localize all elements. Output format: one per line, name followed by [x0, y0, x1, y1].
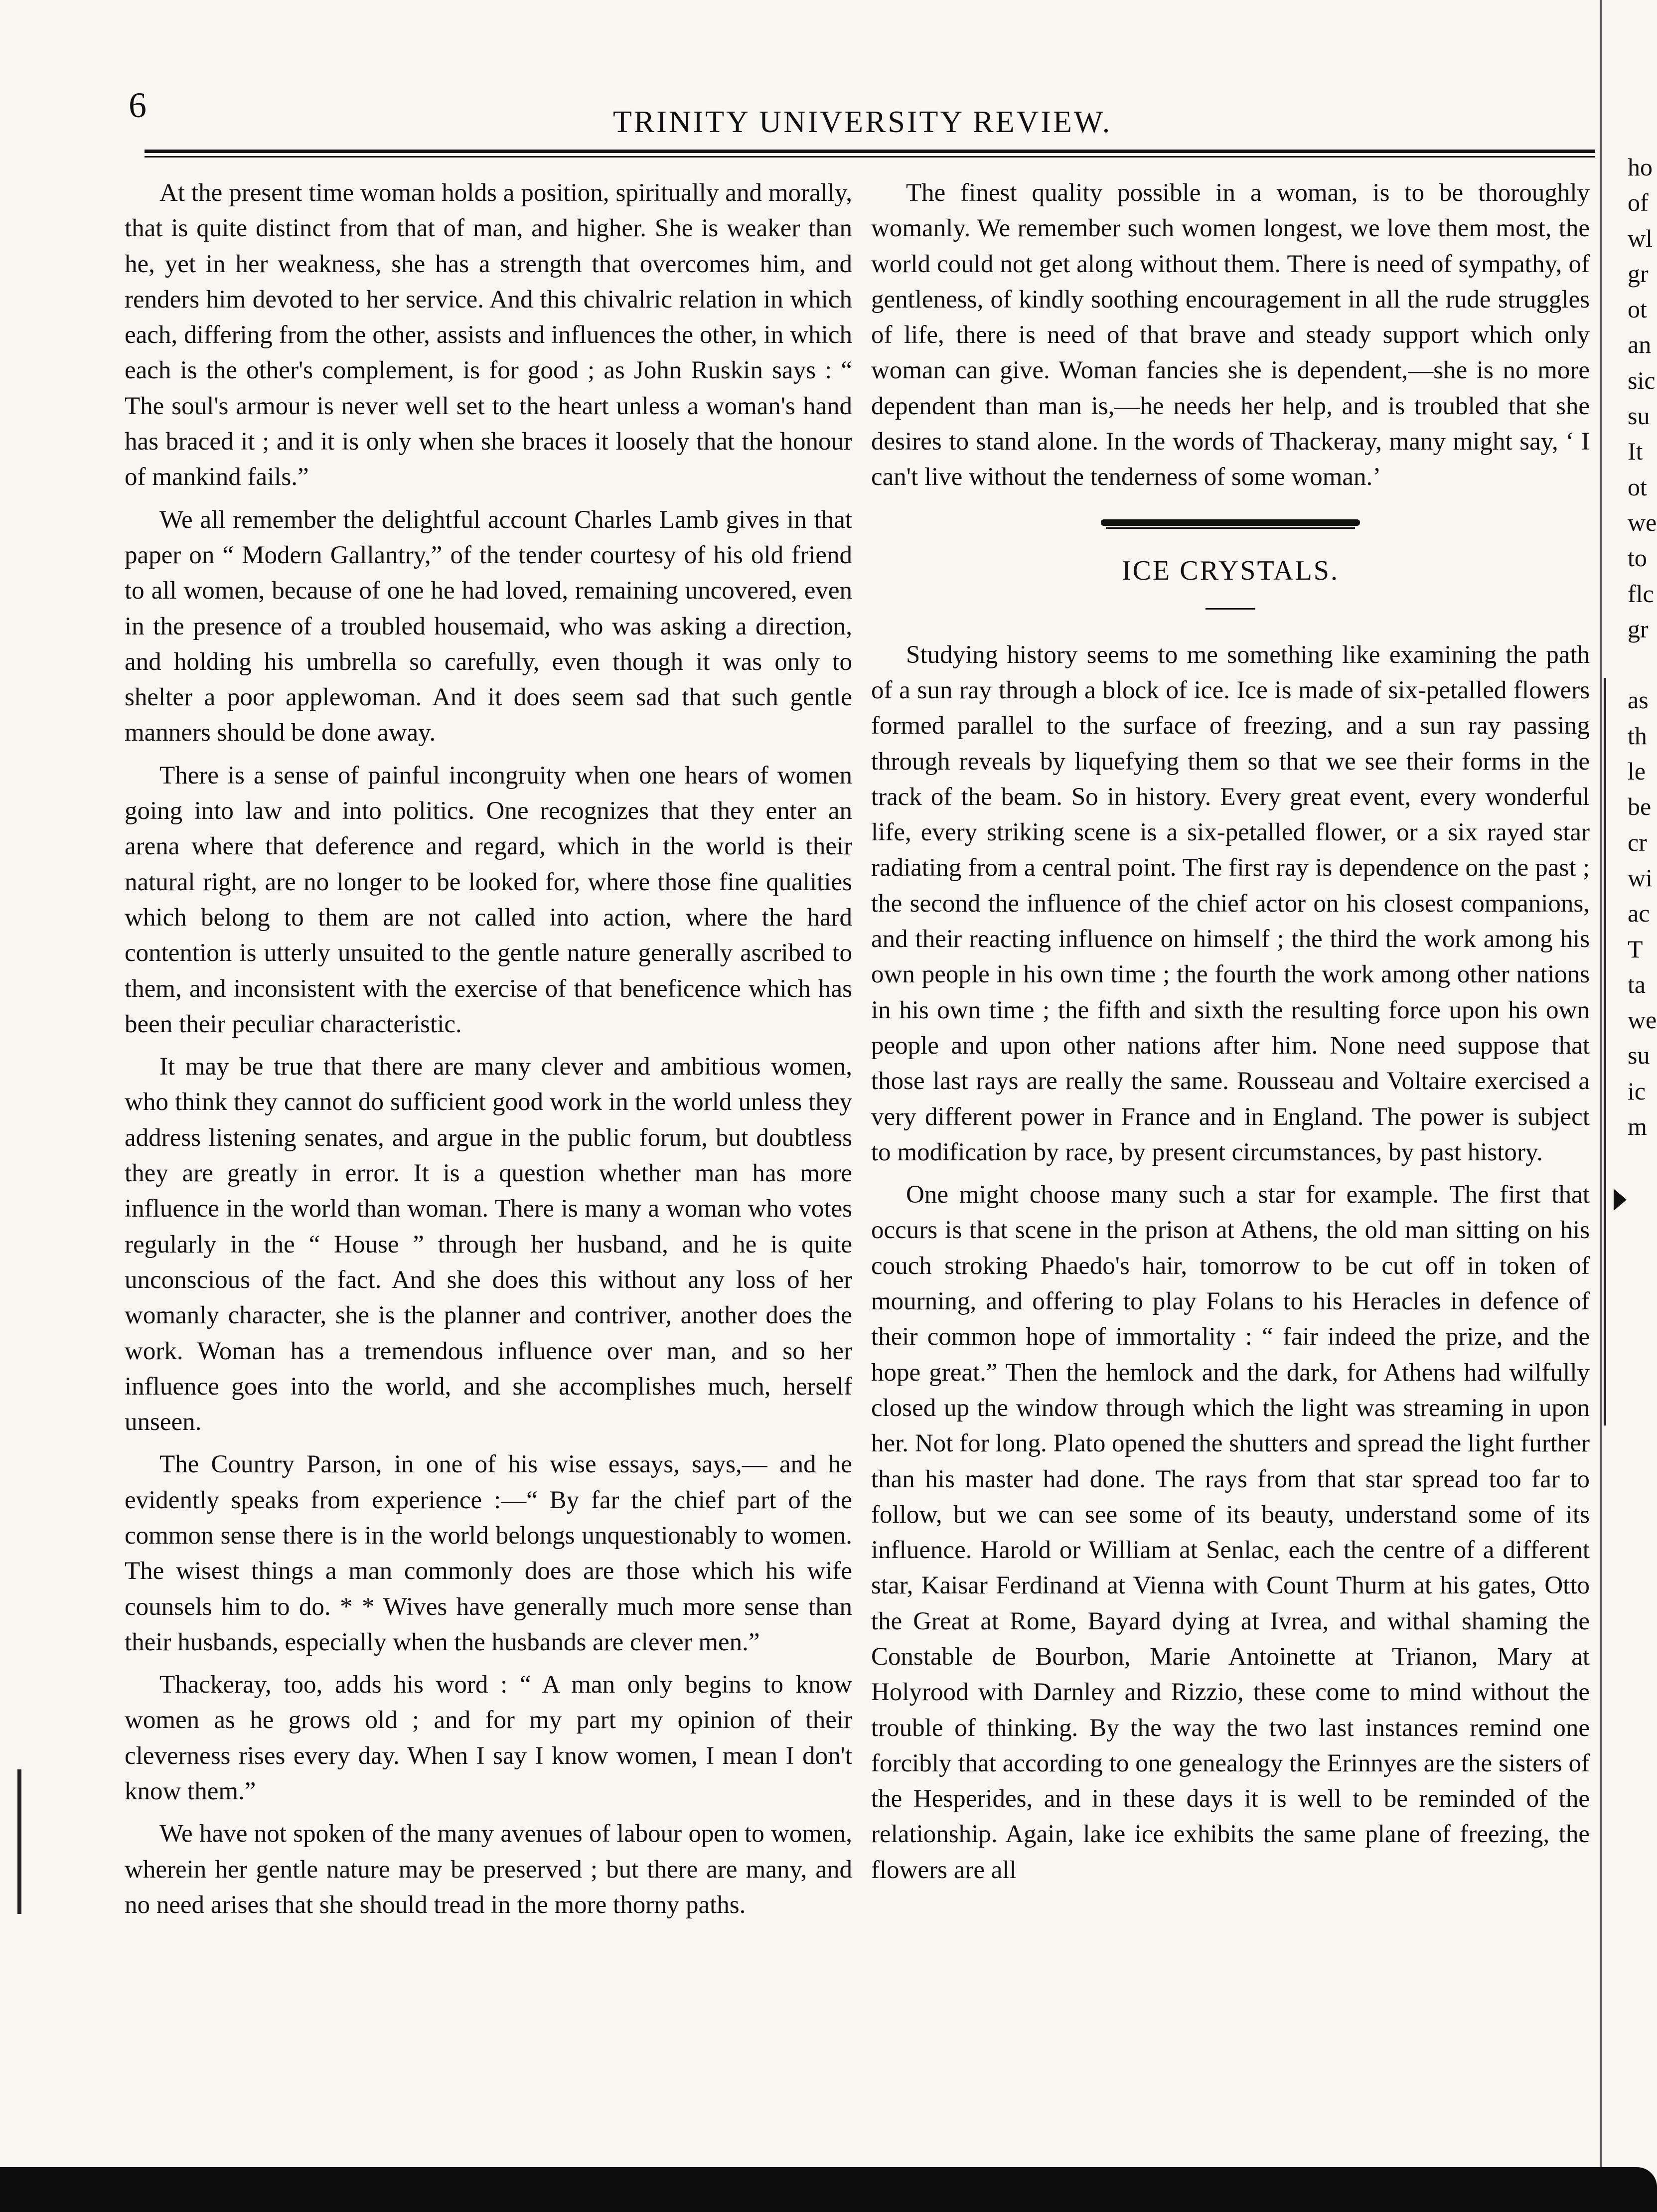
fragment: flc: [1628, 579, 1654, 608]
fragment: m: [1628, 1112, 1647, 1141]
fragment: [1621, 647, 1657, 682]
fragment: ot: [1628, 295, 1647, 323]
fragment: cr: [1628, 828, 1647, 856]
fragment: le: [1628, 757, 1646, 786]
page-number: 6: [129, 85, 147, 125]
ornament-thick-rule: [1101, 519, 1360, 526]
fragment: su: [1628, 402, 1650, 430]
fragment: ic: [1628, 1077, 1646, 1105]
header-rule-thin: [145, 156, 1595, 158]
running-title: TRINITY UNIVERSITY REVIEW.: [613, 105, 1112, 139]
section-title: ICE CRYSTALS.: [1122, 555, 1339, 586]
fragment: ac: [1628, 899, 1650, 928]
right-column: [871, 175, 1590, 1895]
fragment: ta: [1628, 970, 1646, 998]
fragment: to: [1628, 544, 1647, 572]
left-margin-mark: [17, 1769, 21, 1914]
fragment: we: [1628, 1006, 1657, 1034]
fragment: sic: [1628, 366, 1656, 394]
fragment: gr: [1628, 259, 1649, 288]
header-double-rule: [145, 150, 1595, 158]
fragment: be: [1628, 792, 1652, 821]
fragment: th: [1628, 721, 1647, 750]
fragment: we: [1628, 508, 1657, 536]
fragment: ho: [1628, 153, 1653, 181]
paragraph: The finest quality possible in a woman, is to be thoroughly womanly. We remember such women longest, we love them most, the world could not get along without them. There is need of sympathy, of gentleness, of kindly soothing encouragement in all the rude struggles of life, there is need of that brave and steady support which only woman can give. Woman fancies she is dependent,—she is no more dependent than man is,—he needs her help, and is troubled that she desires to stand alone. In the words of Thackeray, many might say, ‘ I can't live without the tenderness of some woman.’: [871, 179, 1590, 491]
paragraph: There is a sense of painful incongruity when one hears of women going into law and into politics. One recognizes that they enter an arena where that deference and regard, which in the world is their natural right, are no longer to be looked for, where those fine qualities which belong to them are not called into action, where the hard contention is utterly unsuited to the gentle nature generally ascribed to them, and inconsistent with the exercise of that beneficence which has been their peculiar characteristic.: [125, 761, 852, 1038]
fragment: wi: [1628, 863, 1653, 892]
fragment: It: [1628, 437, 1643, 466]
paragraph: Thackeray, too, adds his word : “ A man only begins to know women as he grows old ; and for my part my opinion of their cleverness rises every day. When I say I know women, I mean I don't know them.”: [125, 1671, 852, 1806]
fragment: T: [1628, 935, 1643, 963]
left-column: [125, 175, 852, 1930]
fragment: gr: [1628, 615, 1649, 643]
ornament-thin-rule: [1106, 527, 1355, 529]
page-edge-line: [1600, 0, 1602, 2212]
fragment: wl: [1628, 224, 1653, 252]
fragment: of: [1628, 188, 1649, 217]
paragraph: At the present time woman holds a position, spiritually and morally, that is quite distinct from that of man, and higher. She is weaker than he, yet in her weakness, she has a strength that overcomes him, and renders him devoted to her service. And this chivalric relation in which each, differing from the other, assists and influences the other, in which each is the other's complement, is for good ; as John Ruskin says : “ The soul's armour is never well set to the heart unless a woman's hand has braced it ; and it is only when she braces it loosely that the honour of mankind fails.”: [125, 179, 852, 491]
paragraph: One might choose many such a star for example. The first that occurs is that scene in the prison at Athens, the old man sitting on his couch stroking Phaedo's hair, tomorrow to be cut off in token of mourning, and offering to play Folans to his Heracles in defence of their common hope of immortality : “ fair indeed the prize, and the hope great.” Then the hemlock and the dark, for Athens had wilfully closed up the window through which the light was streaming in upon her. Not for long. Plato opened the shutters and spread the light further than his master had done. The rays from that star spread too far to follow, but we can see some of its beauty, understand some of its influence. Harold or William at Senlac, each the centre of a different star, Kaisar Ferdinand at Vienna with Count Thurm at his gates, Otto the Great at Rome, Bayard dying at Ivrea, and withal shaming the Constable de Bourbon, Marie Antoinette at Trianon, Mary at Holyrood with Darnley and Rizzio, these come to mind without the trouble of thinking. By the way the two last instances remind one forcibly that according to one genealogy the Erinnyes are the sisters of the Hesperides, and in these days it is well to be reminded of the relationship. Again, lake ice exhibits the same plane of freezing, the flowers are all: [871, 1181, 1590, 1884]
scan-bottom-shadow: [0, 2167, 1657, 2212]
paragraph: It may be true that there are many clever and ambitious women, who think they cannot do sufficient good work in the world unless they address listening senates, and argue in the public forum, but doubtless they are greatly in error. It is a question whether man has more influence in the world than woman. There is many a woman who votes regularly in the “ House ” through her husband, and he is quite unconscious of the fact. And she does this without any loss of her womanly character, she is the planner and contriver, another does the work. Woman has a tremendous influence over man, and so her influence goes into the world, and she accomplishes much, herself unseen.: [125, 1053, 852, 1436]
paragraph: We have not spoken of the many avenues of labour open to women, wherein her gentle nature may be preserved ; but there are many, and no need arises that she should tread in the more thorny paths.: [125, 1820, 852, 1919]
adjacent-page-fragments: [1621, 150, 1657, 2212]
section-divider-ornament: [1101, 519, 1360, 530]
title-underline-rule: [1205, 608, 1255, 610]
fragment: ot: [1628, 473, 1647, 501]
paragraph: The Country Parson, in one of his wise essays, says,— and he evidently speaks from experience :—“ By far the chief part of the common sense there is in the world belongs unquestionably to women. The wisest things a man commonly does are those which his wife counsels him to do. * * Wives have generally much more sense than their husbands, especially when the husbands are clever men.”: [125, 1450, 852, 1656]
header-rule-thick: [145, 150, 1595, 153]
fragment: as: [1628, 686, 1649, 714]
paragraph: We all remember the delightful account Charles Lamb gives in that paper on “ Modern Gallantry,” of the tender courtesy of his old friend to all women, because of one he had loved, remaining uncovered, even in the presence of a troubled housemaid, who was asking a direction, and holding his umbrella so carefully, even though it was only to shelter a poor applewoman. And it does seem sad that such gentle manners should be done away.: [125, 505, 852, 747]
fragment: su: [1628, 1041, 1650, 1070]
fragment: an: [1628, 330, 1652, 359]
paragraph: Studying history seems to me something like examining the path of a sun ray through a block of ice. Ice is made of six-petalled flowers formed parallel to the surface of freezing, and a sun ray passing through reveals by liquefying them so that we see their forms in the track of the beam. So in history. Every great event, every wonderful life, every striking scene is a six-petalled flower, or a six rayed star radiating from a central point. The first ray is dependence on the past ; the second the influence of the chief actor on his closest companions, and their reacting influence on himself ; the third the work among his own people in his own time ; the fourth the work among other nations in his own time ; the fifth and sixth the resulting force upon his own people and upon other nations after him. None need suppose that those last rays are really the same. Rousseau and Voltaire exercised a very different power in France and in England. The power is subject to modification by race, by present circumstances, by past history.: [871, 640, 1590, 1166]
page-edge-shadow: [1604, 678, 1606, 1425]
